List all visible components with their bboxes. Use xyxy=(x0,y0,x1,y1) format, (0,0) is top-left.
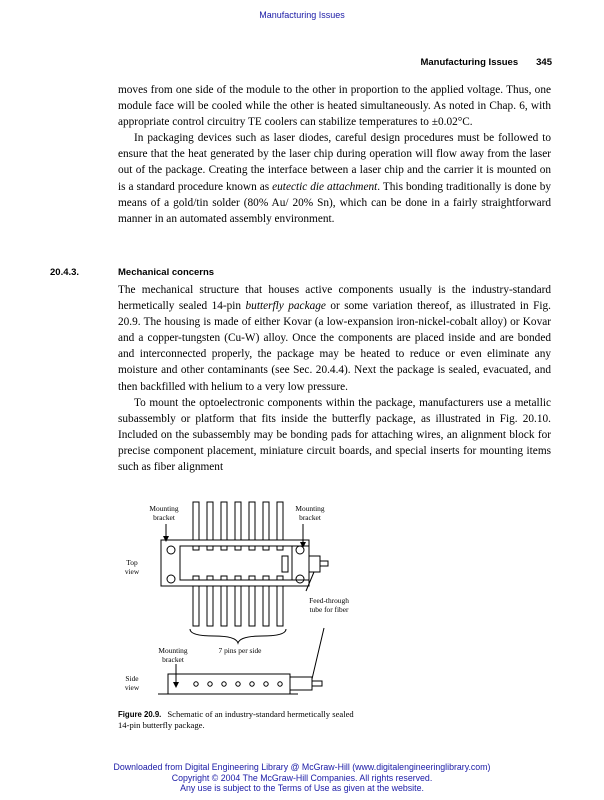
label-mounting-bracket-left: Mounting bracket xyxy=(149,504,179,522)
label-mounting-bracket-bottom: Mounting bracket xyxy=(158,646,188,664)
term-eutectic-die-attachment: eutectic die attachment xyxy=(272,180,378,193)
top-pin xyxy=(263,502,269,542)
section-title: Mechanical concerns xyxy=(118,267,215,278)
label-pins-per-side: 7 pins per side xyxy=(218,646,262,655)
label-feedthrough-tube: Feed-through tube for fiber xyxy=(309,596,349,614)
top-pin xyxy=(235,502,241,542)
footer-download-link[interactable]: Downloaded from Digital Engineering Library @ McGraw-Hill (www.digitalengineeringlibrary.com) xyxy=(113,762,491,772)
top-pin xyxy=(249,502,255,542)
bottom-pin xyxy=(207,584,213,626)
bottom-pin xyxy=(263,584,269,626)
running-head xyxy=(330,57,552,68)
paragraph-2-text-a: In packaging devices such as laser diodes, careful design procedures must be followed to ensure that the heat generated by the laser chip during operation will flow away from the laser out of the package. Creating the interface between a laser chip and the carrier it is mounted on is a standard procedure known as xyxy=(118,132,551,193)
package-body-side-view xyxy=(168,674,290,694)
bottom-pin xyxy=(221,584,227,626)
top-pin xyxy=(193,502,199,542)
caption-text: Schematic of an industry-standard hermetically sealed 14-pin butterfly package. xyxy=(118,709,354,731)
label-side-view: Side view xyxy=(124,674,140,692)
label-mounting-bracket-right: Mounting bracket xyxy=(295,504,325,522)
pins-brace xyxy=(190,629,286,643)
body-text-lower xyxy=(118,282,551,475)
footer xyxy=(0,762,604,794)
page-number: 345 xyxy=(536,57,552,68)
figure-20-9 xyxy=(118,496,364,706)
footer-copyright[interactable]: Copyright © 2004 The McGraw-Hill Companies. All rights reserved. xyxy=(171,772,433,783)
top-pin xyxy=(277,502,283,542)
arrowhead xyxy=(173,682,179,688)
side-feedthrough-tube xyxy=(290,677,312,690)
fiber-stub xyxy=(320,561,328,566)
section-number: 20.4.3. xyxy=(50,267,80,278)
top-chapter-link[interactable]: Manufacturing Issues xyxy=(259,10,345,20)
paragraph-3-text-a: The mechanical structure that houses active components usually is the industry-standard hermetically sealed 14-pin xyxy=(118,284,551,313)
paragraph-3 xyxy=(118,282,551,395)
label-top-view: Top view xyxy=(124,558,140,576)
side-fiber-stub xyxy=(312,681,322,686)
running-title: Manufacturing Issues xyxy=(420,57,519,68)
paragraph-2 xyxy=(118,130,551,227)
bottom-pin xyxy=(235,584,241,626)
bottom-pin xyxy=(249,584,255,626)
bottom-pin xyxy=(193,584,199,626)
figure-caption xyxy=(118,709,358,731)
paragraph-3-text-b: or some variation thereof, as illustrated in Fig. 20.9. The housing is made of either Kovar (a low-expansion iron-nickel-cobalt alloy) or Kovar and a copper-tungsten (Cu-W) alloy. Once the components are placed inside and are bonded and interconnected properly, the package may be heated to reduce or even eliminate any moisture and other contaminants (see Sec. 20.4.4). Next the package is sealed, evacuated, and then backfilled with helium to a very low pressure. xyxy=(118,300,551,393)
paragraph-4: To mount the optoelectronic components within the package, manufacturers use a metallic subassembly or platform that fits inside the butterfly package, as illustrated in Fig. 20.10. Included on the subassembly may be bonding pads for attaching wires, an alignment block for precise component placement, miniature circuit boards, and special inserts for mounting items such as fiber alignment xyxy=(118,396,551,474)
top-pin xyxy=(221,502,227,542)
feedthrough-tube xyxy=(309,556,320,572)
caption-number: Figure 20.9. xyxy=(118,710,162,719)
arrow-feedthrough-side xyxy=(312,628,324,679)
footer-terms[interactable]: Any use is subject to the Terms of Use as given at the website. xyxy=(180,783,424,793)
section-heading xyxy=(50,267,550,278)
body-text-upper xyxy=(118,82,551,227)
term-butterfly-package: butterfly package xyxy=(245,300,326,313)
paragraph-2-text-b: . This bonding traditionally is done by means of a gold/tin solder (80% Au/ 20% Sn), which can be done in a fairly straightforward manner in an automated assembly environment. xyxy=(118,180,551,225)
paragraph-1: moves from one side of the module to the other in proportion to the applied voltage. Thus, one module face will be cooled while the other is heated simultaneously. As noted in Chap. 6, with appropriate control circuitry TE coolers can stabilize temperatures to ±0.02°C. xyxy=(118,84,551,129)
bottom-pin xyxy=(277,584,283,626)
top-pin xyxy=(207,502,213,542)
